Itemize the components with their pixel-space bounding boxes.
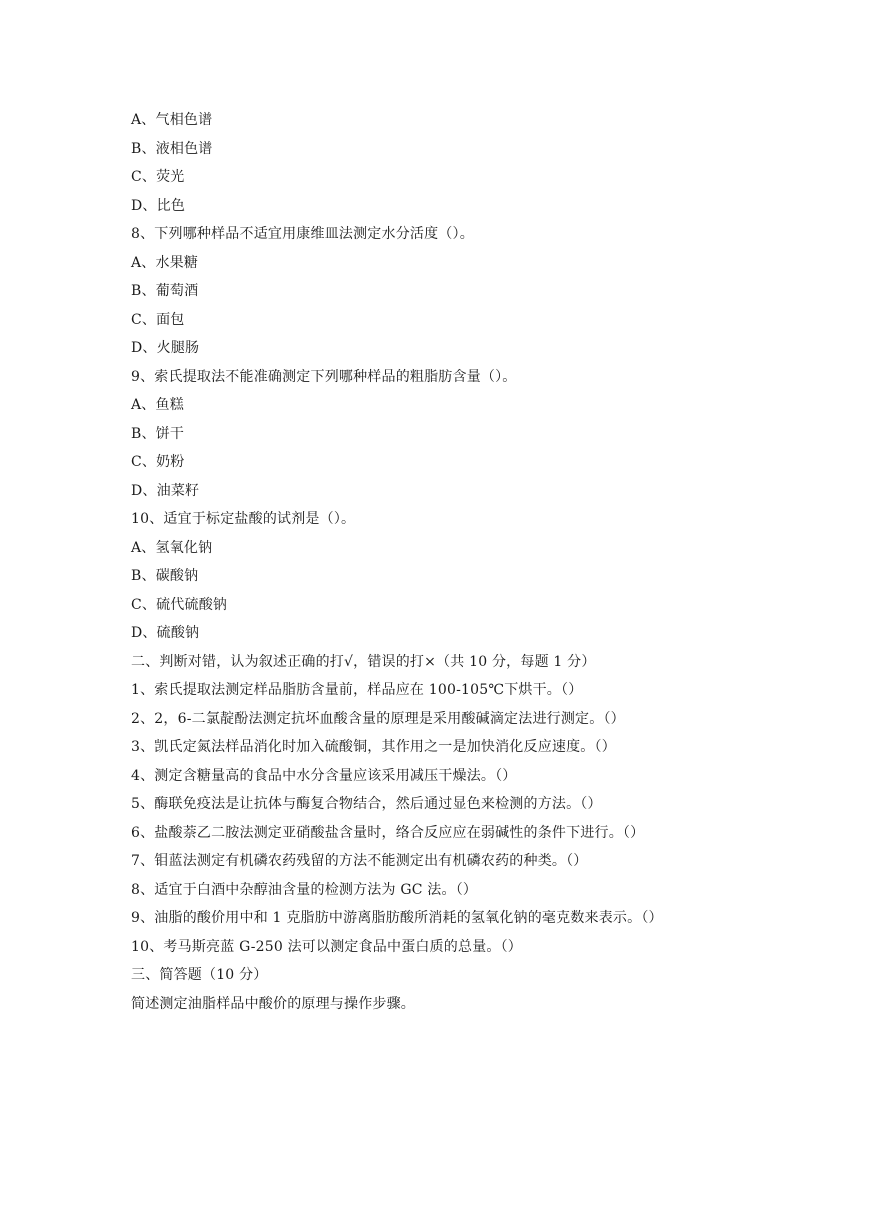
option-line: B、碳酸钠 (131, 568, 199, 584)
option-line: A、氢氧化钠 (131, 539, 213, 556)
option-line: B、液相色谱 (131, 140, 213, 157)
question-line: 6、盐酸萘乙二胺法测定亚硝酸盐含量时，络合反应应在弱碱性的条件下进行。（） (131, 824, 645, 841)
question-line: 5、酶联免疫法是让抗体与酶复合物结合，然后通过显色来检测的方法。（） (131, 796, 602, 812)
option-line: D、比色 (131, 197, 186, 214)
option-line: A、水果糖 (131, 254, 199, 271)
question-line: 10、考马斯亮蓝 G-250 法可以测定食品中蛋白质的总量。（） (131, 938, 523, 955)
question-line: 7、钼蓝法测定有机磷农药残留的方法不能测定出有机磷农药的种类。（） (131, 853, 588, 869)
question-line: 9、索氏提取法不能准确测定下列哪种样品的粗脂肪含量（）。 (131, 368, 517, 385)
option-line: C、面包 (131, 311, 185, 328)
question-line: 简述测定油脂样品中酸价的原理与操作步骤。 (131, 995, 415, 1012)
option-line: D、硫酸钠 (131, 625, 200, 641)
option-line: B、葡萄酒 (131, 283, 199, 299)
question-line: 9、油脂的酸价用中和 1 克脂肪中游离脂肪酸所消耗的氢氧化钠的毫克数来表示。（） (131, 910, 663, 926)
question-line: 4、测定含糖量高的食品中水分含量应该采用减压干燥法。（） (131, 767, 517, 784)
option-line: D、火腿肠 (131, 340, 200, 356)
option-line: A、气相色谱 (131, 112, 213, 128)
question-line: 3、凯氏定氮法样品消化时加入硫酸铜，其作用之一是加快消化反应速度。（） (131, 739, 616, 755)
document-body (131, 106, 831, 1018)
section-heading: 三、简答题（10 分） (131, 967, 268, 983)
question-line: 8、下列哪种样品不适宜用康维皿法测定水分活度（）。 (131, 226, 474, 242)
option-line: D、油菜籽 (131, 482, 200, 499)
option-line: B、饼干 (131, 425, 185, 442)
option-line: C、奶粉 (131, 454, 185, 470)
option-line: C、荧光 (131, 169, 185, 185)
question-line: 2、2，6-二氯靛酚法测定抗坏血酸含量的原理是采用酸碱滴定法进行测定。（） (131, 710, 625, 727)
option-line: A、鱼糕 (131, 397, 184, 413)
option-line: C、硫代硫酸钠 (131, 596, 228, 613)
section-heading: 二、判断对错，认为叙述正确的打√，错误的打×（共 10 分，每题 1 分） (131, 653, 596, 670)
question-line: 10、适宜于标定盐酸的试剂是（）。 (131, 511, 356, 527)
question-line: 1、索氏提取法测定样品脂肪含量前，样品应在 100-105℃下烘干。（） (131, 682, 583, 698)
question-line: 8、适宜于白酒中杂醇油含量的检测方法为 GC 法。（） (131, 881, 478, 898)
